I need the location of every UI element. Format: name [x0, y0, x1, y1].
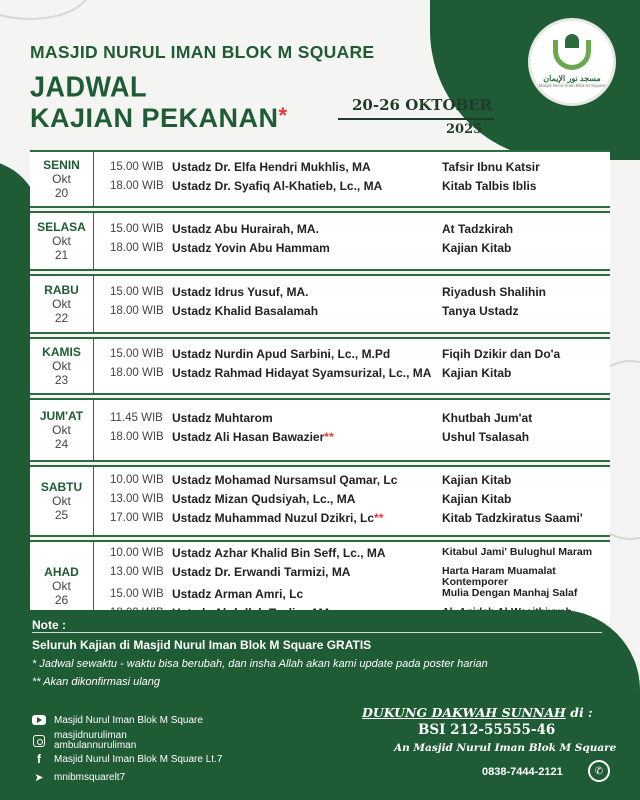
- instagram-label-1: masjidnuruliman: [54, 730, 127, 741]
- day-cell: [30, 467, 94, 535]
- session-row: [94, 546, 610, 565]
- day-row: [30, 213, 610, 271]
- session-time: 15.00 WIB: [110, 588, 164, 600]
- logo-arabic-text: مسجد نور الإيمان: [543, 74, 601, 83]
- ustadz-name: Ustadz Nurdin Apud Sarbini, Lc., M.Pd: [172, 347, 391, 361]
- day-okt: Okt: [52, 494, 71, 508]
- telegram-icon: ➤: [34, 771, 44, 784]
- session-row: [94, 347, 610, 366]
- session-time: 18.00 WIB: [110, 180, 164, 192]
- date-year: 2025: [446, 122, 483, 137]
- session-ustadz: [172, 160, 442, 174]
- session-ustadz: [172, 492, 442, 506]
- day-okt: Okt: [52, 359, 71, 373]
- whatsapp-icon[interactable]: ✆: [588, 760, 610, 782]
- session-row: [94, 179, 610, 198]
- ustadz-name: Ustadz Azhar Khalid Bin Seff, Lc., MA: [172, 546, 386, 560]
- session-row: [94, 285, 610, 304]
- session-row: [94, 411, 610, 430]
- day-num: 21: [54, 248, 69, 262]
- session-row: [94, 511, 610, 530]
- day-name: JUM'AT: [39, 409, 84, 423]
- session-time: 18.00 WIB: [110, 242, 164, 254]
- note-line-2: ** Akan dikonfirmasi ulang: [32, 676, 160, 688]
- session-time: 13.00 WIB: [110, 566, 164, 578]
- donation-heading-text: DUKUNG DAKWAH SUNNAH: [362, 705, 566, 720]
- session-row: [94, 565, 610, 587]
- ustadz-name: Ustadz Idrus Yusuf, MA.: [172, 285, 309, 299]
- day-num: 25: [54, 508, 69, 522]
- ustadz-name: Ustadz Khalid Basalamah: [172, 304, 319, 318]
- session-row: [94, 160, 610, 179]
- session-time: 13.00 WIB: [110, 492, 164, 505]
- day-row: [30, 339, 610, 395]
- youtube-icon: [32, 714, 46, 726]
- note-divider: [32, 632, 602, 633]
- facebook-icon: f: [37, 752, 41, 766]
- session-topic: Kajian Kitab: [442, 241, 512, 255]
- day-name: SELASA: [37, 220, 86, 234]
- contact-telegram[interactable]: [32, 771, 125, 783]
- session-time: 11.45 WIB: [110, 412, 163, 424]
- session-time: 18.00 WIB: [110, 305, 164, 317]
- session-ustadz: [172, 241, 442, 255]
- session-ustadz: [172, 430, 442, 444]
- session-ustadz: [172, 587, 442, 601]
- session-ustadz: [172, 285, 442, 299]
- session-ustadz: [172, 366, 442, 380]
- day-name: AHAD: [44, 564, 79, 579]
- ustadz-name: Ustadz Rahmad Hidayat Syamsurizal, Lc., MA: [172, 366, 432, 380]
- donation-heading: [362, 705, 593, 720]
- day-row: [30, 467, 610, 537]
- session-topic: Fiqih Dzikir dan Do'a: [442, 347, 561, 361]
- title-star: *: [278, 103, 288, 128]
- contact-youtube[interactable]: [32, 714, 203, 726]
- session-ustadz: [172, 411, 442, 425]
- day-okt: Okt: [52, 172, 71, 186]
- sessions-list: [94, 467, 610, 535]
- sessions-list: [94, 152, 610, 206]
- masjid-logo: [528, 18, 616, 106]
- day-okt: Okt: [52, 297, 71, 311]
- session-topic: Tafsir Ibnu Katsir: [442, 160, 540, 174]
- day-cell: [30, 400, 94, 460]
- session-topic: Riyadush Shalihin: [442, 285, 547, 299]
- day-okt: Okt: [52, 578, 71, 593]
- phone-number[interactable]: 0838-7444-2121: [482, 766, 563, 778]
- day-num: 20: [54, 186, 69, 200]
- session-row: [94, 222, 610, 241]
- session-ustadz: [172, 511, 442, 525]
- logo-subtext: Masjid Nurul Iman Blok M Square: [538, 83, 606, 88]
- day-num: 22: [54, 311, 69, 325]
- confirmation-stars: **: [324, 430, 334, 444]
- bank-account: BSI 212-55555-46: [418, 722, 556, 738]
- session-row: [94, 430, 610, 449]
- session-time: 15.00 WIB: [110, 161, 164, 173]
- contact-instagram[interactable]: [32, 731, 136, 751]
- session-time: 15.00 WIB: [110, 223, 164, 235]
- day-row: [30, 276, 610, 334]
- ustadz-name: Ustadz Muhammad Nuzul Dzikri, Lc: [172, 510, 375, 525]
- ustadz-name: Ustadz Abu Hurairah, MA.: [172, 222, 319, 236]
- account-name: An Masjid Nurul Iman Blok M Square: [394, 742, 617, 754]
- ustadz-name: Ustadz Mohamad Nursamsul Qamar, Lc: [172, 472, 398, 487]
- session-time: 10.00 WIB: [110, 547, 164, 559]
- day-name: SENIN: [43, 158, 80, 172]
- donation-heading-suffix: di :: [565, 705, 593, 720]
- session-topic: At Tadzkirah: [442, 222, 514, 236]
- day-num: 26: [54, 592, 69, 607]
- decor-ring-top-left: [0, 0, 90, 20]
- session-topic: Ushul Tsalasah: [442, 430, 530, 444]
- session-time: 15.00 WIB: [110, 348, 164, 360]
- note-title: Note :: [32, 618, 66, 632]
- instagram-icon: [32, 735, 46, 747]
- title-line1: JADWAL: [30, 71, 147, 103]
- day-cell: [30, 213, 94, 269]
- session-topic: Tanya Ustadz: [442, 304, 519, 318]
- sessions-list: [94, 400, 610, 460]
- title-line2-text: KAJIAN PEKANAN: [30, 103, 279, 133]
- session-ustadz: [172, 222, 442, 236]
- day-row: [30, 152, 610, 208]
- session-ustadz: [172, 347, 442, 361]
- session-ustadz: [172, 473, 442, 487]
- ustadz-name: Ustadz Muhtarom: [172, 411, 273, 425]
- ustadz-name: Ustadz Yovin Abu Hammam: [172, 241, 330, 255]
- day-cell: [30, 339, 94, 393]
- session-ustadz: [172, 304, 442, 318]
- telegram-label: mnibmsquarelt7: [54, 771, 126, 783]
- instagram-label-2: ambulannuruliman: [54, 740, 137, 751]
- day-cell: [30, 152, 94, 206]
- session-ustadz: [172, 565, 442, 579]
- session-time: 17.00 WIB: [110, 511, 164, 524]
- confirmation-stars: **: [374, 510, 384, 525]
- day-name: SABTU: [40, 480, 83, 494]
- day-row: [30, 400, 610, 462]
- day-okt: Okt: [52, 423, 71, 437]
- mosque-logo-icon: [549, 36, 595, 72]
- ustadz-name: Ustadz Arman Amri, Lc: [172, 587, 304, 601]
- sessions-list: [94, 276, 610, 332]
- date-range: 20-26 OKTOBER: [352, 96, 493, 114]
- session-topic: Kajian Kitab: [442, 491, 512, 506]
- session-time: 18.00 WIB: [110, 431, 164, 443]
- ustadz-name: Ustadz Dr. Erwandi Tarmizi, MA: [172, 565, 351, 579]
- session-time: 15.00 WIB: [110, 286, 164, 298]
- session-row: [94, 366, 610, 385]
- day-okt: Okt: [52, 234, 71, 248]
- contact-facebook[interactable]: [32, 753, 222, 765]
- youtube-label: Masjid Nurul Iman Blok M Square: [54, 714, 203, 726]
- masjid-name: MASJID NURUL IMAN BLOK M SQUARE: [30, 42, 375, 62]
- session-row: [94, 241, 610, 260]
- session-row: [94, 304, 610, 323]
- day-name: KAMIS: [42, 345, 81, 359]
- day-cell: [30, 276, 94, 332]
- ustadz-name: Ustadz Ali Hasan Bawazier: [172, 430, 325, 444]
- note-main: Seluruh Kajian di Masjid Nurul Iman Blok M Square GRATIS: [32, 638, 372, 652]
- note-line-1: * Jadwal sewaktu - waktu bisa berubah, dan insha Allah akan kami update pada poster harian: [32, 658, 488, 670]
- session-topic: Harta Haram Muamalat Kontemporer: [442, 565, 556, 588]
- session-row: [94, 587, 610, 606]
- title-line2: [30, 103, 288, 134]
- session-topic: Kajian Kitab: [442, 472, 512, 487]
- sessions-list: [94, 213, 610, 269]
- ustadz-name: Ustadz Dr. Elfa Hendri Mukhlis, MA: [172, 160, 371, 174]
- session-row: [94, 492, 610, 511]
- session-ustadz: [172, 546, 442, 560]
- session-ustadz: [172, 179, 442, 193]
- day-name: RABU: [44, 283, 79, 297]
- day-num: 23: [54, 373, 69, 387]
- day-num: 24: [54, 437, 69, 451]
- session-time: 18.00 WIB: [110, 367, 164, 379]
- session-topic: Kitabul Jami' Bulughul Maram: [442, 546, 593, 558]
- session-topic: Mulia Dengan Manhaj Salaf: [442, 587, 578, 599]
- session-topic: Kajian Kitab: [442, 366, 512, 380]
- facebook-label: Masjid Nurul Iman Blok M Square Lt.7: [54, 753, 223, 765]
- session-topic: Khutbah Jum'at: [442, 411, 533, 425]
- schedule-table: [30, 150, 610, 631]
- session-topic: Kitab Talbis Iblis: [442, 179, 537, 193]
- ustadz-name: Ustadz Mizan Qudsiyah, Lc., MA: [172, 491, 356, 506]
- session-topic: Kitab Tadzkiratus Saami': [442, 510, 583, 525]
- date-divider: [338, 118, 494, 120]
- ustadz-name: Ustadz Dr. Syafiq Al-Khatieb, Lc., MA: [172, 179, 383, 193]
- session-time: 10.00 WIB: [110, 473, 164, 486]
- session-row: [94, 473, 610, 492]
- sessions-list: [94, 339, 610, 393]
